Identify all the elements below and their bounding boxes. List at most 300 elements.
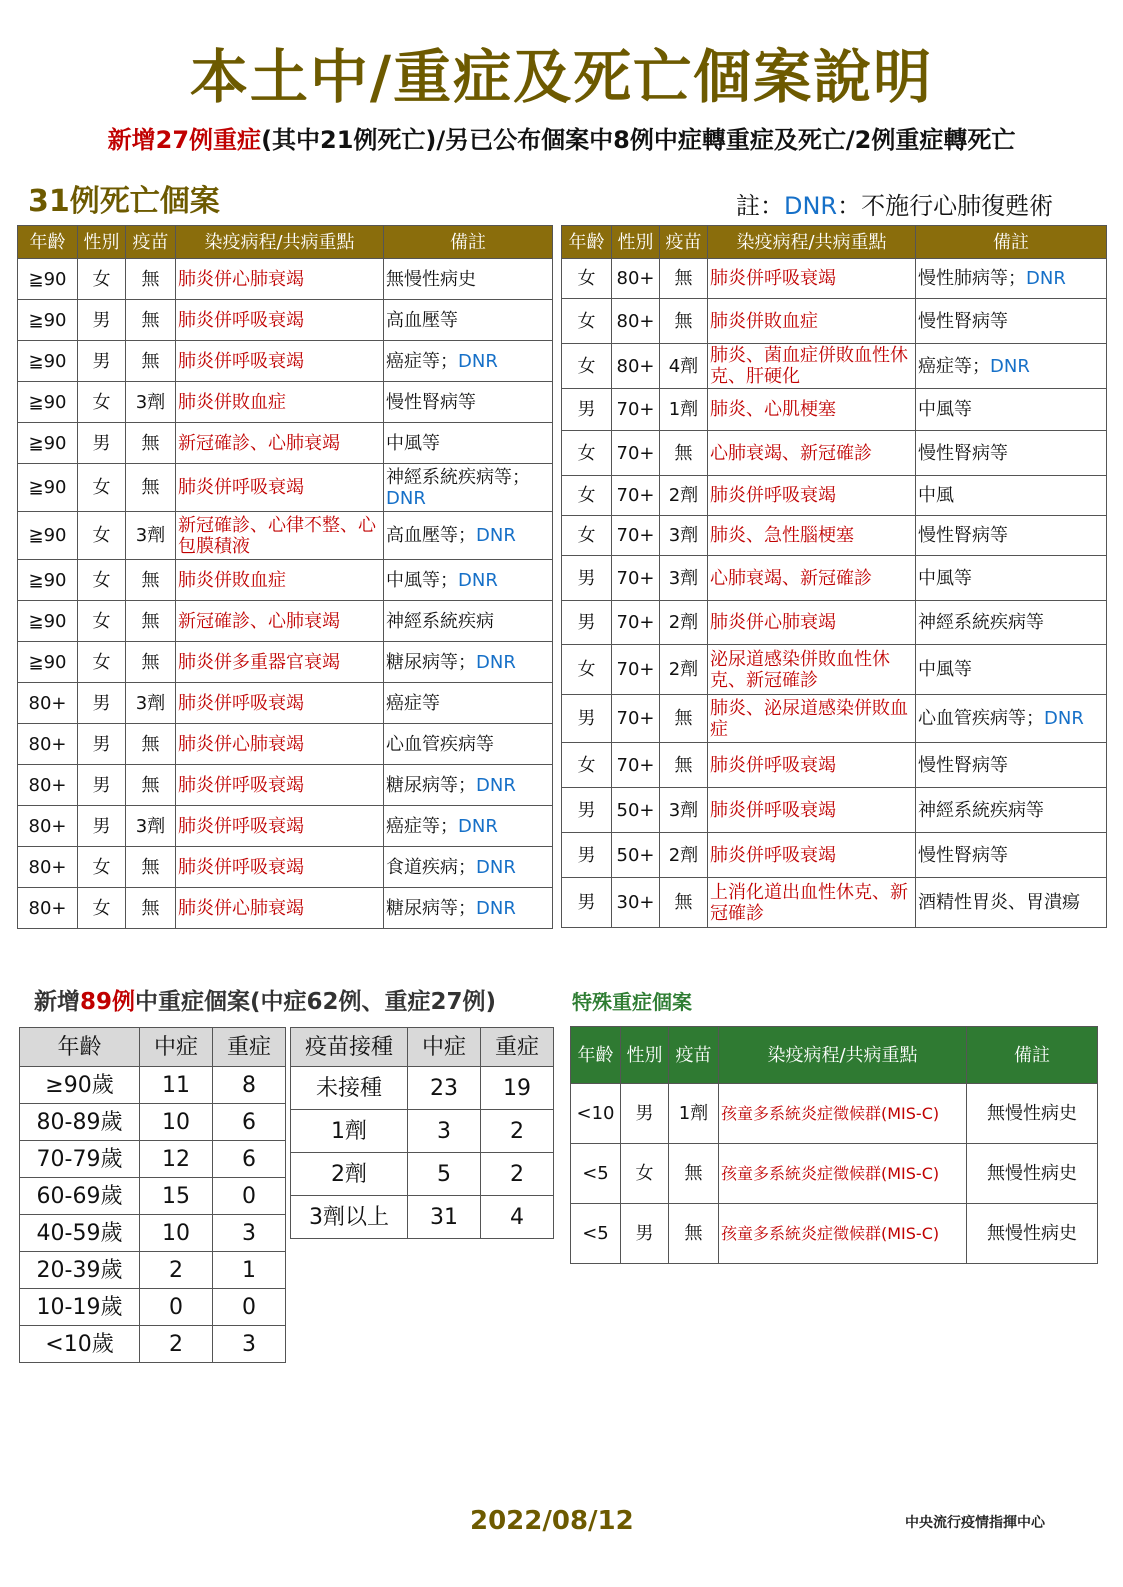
note-text: 癌症等 (386, 692, 440, 714)
header-note: 備註 (916, 226, 1107, 259)
illness-cell: 肺炎併呼吸衰竭 (176, 806, 384, 847)
age-cell: ≧90 (18, 642, 78, 683)
sex-cell: 男 (621, 1204, 669, 1264)
note-cell (916, 299, 1107, 344)
table-row (562, 556, 1107, 601)
note-cell (384, 341, 553, 382)
moderate-count: 10 (140, 1215, 213, 1252)
vaccine-cell: 3劑 (126, 382, 176, 423)
vaccine-cell: 無 (126, 847, 176, 888)
sex-cell: 女 (562, 476, 612, 516)
table-row (562, 431, 1107, 476)
note-cell (916, 431, 1107, 476)
dnr-label: DNR (386, 487, 426, 509)
note-cell (384, 806, 553, 847)
note-cell (916, 601, 1107, 645)
table-row (571, 1084, 1098, 1144)
illness-cell: 孩童多系統炎症徵候群(MIS-C) (719, 1204, 967, 1264)
note-dnr: DNR (784, 192, 838, 220)
severe-count: 2 (481, 1110, 554, 1153)
note-text: 中風等； (386, 569, 458, 591)
table-row (18, 888, 553, 929)
moderate-count: 5 (408, 1153, 481, 1196)
table-row (18, 382, 553, 423)
sex-cell: 男 (562, 878, 612, 928)
vaccine-cell: 3劑 (660, 556, 708, 601)
note-text: 糖尿病等； (386, 651, 476, 673)
note-text: 糖尿病等； (386, 897, 476, 919)
sex-cell: 男 (562, 556, 612, 601)
severe-count: 1 (213, 1252, 286, 1289)
note-cell (916, 833, 1107, 878)
table-row (20, 1067, 286, 1104)
table-row (562, 299, 1107, 344)
dnr-note (736, 186, 1053, 221)
sex-cell: 女 (562, 344, 612, 389)
table-row (18, 601, 553, 642)
age-cell: 80+ (18, 683, 78, 724)
illness-cell: 肺炎併敗血症 (176, 382, 384, 423)
moderate-count: 3 (408, 1110, 481, 1153)
dnr-label: DNR (476, 856, 516, 878)
illness-cell: 肺炎、泌尿道感染併敗血症 (708, 695, 916, 743)
vaccine-cell: 無 (126, 259, 176, 300)
sex-cell: 女 (78, 847, 126, 888)
moderate-count: 23 (408, 1067, 481, 1110)
note-cell (384, 464, 553, 512)
age-cell: ≧90 (18, 601, 78, 642)
sex-cell: 女 (78, 464, 126, 512)
vaccine-cell: 無 (126, 464, 176, 512)
note-text: 神經系統疾病等； (386, 466, 530, 488)
heading-prefix: 新增 (34, 989, 80, 1015)
note-suffix: ：不施行心肺復甦術 (837, 192, 1054, 220)
note-cell (384, 423, 553, 464)
vaccine-cell: 無 (660, 743, 708, 788)
vaccine-cell: 2劑 (660, 476, 708, 516)
vaccine-cell: 無 (660, 259, 708, 299)
table-header-row (562, 226, 1107, 259)
moderate-count: 2 (140, 1326, 213, 1363)
dnr-label: DNR (476, 651, 516, 673)
age-cell: 80+ (612, 259, 660, 299)
severe-count: 6 (213, 1104, 286, 1141)
heading-suffix: 中重症個案(中症62例、重症27例) (135, 989, 497, 1015)
dnr-label: DNR (476, 897, 516, 919)
table-row (18, 806, 553, 847)
illness-cell: 新冠確診、心律不整、心包膜積液 (176, 512, 384, 560)
sex-cell: 男 (78, 423, 126, 464)
heading-count: 89例 (80, 989, 136, 1015)
age-cell: 70+ (612, 743, 660, 788)
age-cell: ≧90 (18, 423, 78, 464)
header-illness: 染疫病程/共病重點 (708, 226, 916, 259)
vaccine-cell: 1劑 (669, 1084, 719, 1144)
header-sex: 性別 (78, 226, 126, 259)
moderate-count: 11 (140, 1067, 213, 1104)
table-row (291, 1110, 554, 1153)
special-case-table (570, 1026, 1098, 1264)
table-row (562, 476, 1107, 516)
sex-cell: 女 (562, 259, 612, 299)
age-cell: 70+ (612, 645, 660, 695)
note-text: 慢性腎病等 (918, 844, 1008, 866)
table-row (20, 1326, 286, 1363)
illness-cell: 孩童多系統炎症徵候群(MIS-C) (719, 1084, 967, 1144)
age-cell: 80+ (18, 765, 78, 806)
sex-cell: 男 (78, 341, 126, 382)
age-cell: 70+ (612, 556, 660, 601)
illness-cell: 肺炎併心肺衰竭 (176, 888, 384, 929)
table-row (562, 259, 1107, 299)
table-row (562, 833, 1107, 878)
note-cell (916, 743, 1107, 788)
table-row (562, 645, 1107, 695)
note-text: 心血管疾病等 (386, 733, 494, 755)
illness-cell: 肺炎、心肌梗塞 (708, 389, 916, 431)
row-label: 10-19歲 (20, 1289, 140, 1326)
age-cell: <5 (571, 1204, 621, 1264)
note-cell (384, 888, 553, 929)
row-label: 70-79歲 (20, 1141, 140, 1178)
dnr-label: DNR (458, 350, 498, 372)
sex-cell: 男 (562, 788, 612, 833)
illness-cell: 新冠確診、心肺衰竭 (176, 601, 384, 642)
age-cell: 50+ (612, 833, 660, 878)
sex-cell: 女 (621, 1144, 669, 1204)
header-sex: 性別 (621, 1027, 669, 1084)
illness-cell: 肺炎併多重器官衰竭 (176, 642, 384, 683)
note-text: 中風等 (918, 399, 972, 420)
row-label: 未接種 (291, 1067, 408, 1110)
moderate-count: 2 (140, 1252, 213, 1289)
illness-cell: 肺炎併呼吸衰竭 (708, 833, 916, 878)
vaccine-cell: 3劑 (126, 683, 176, 724)
table-row (20, 1141, 286, 1178)
note-cell (384, 724, 553, 765)
vaccine-stat-table (290, 1027, 554, 1239)
note-cell (384, 512, 553, 560)
table-row (562, 601, 1107, 645)
note-cell (384, 382, 553, 423)
sex-cell: 女 (562, 431, 612, 476)
note-text: 神經系統疾病等 (918, 799, 1044, 821)
header-age: 年齡 (562, 226, 612, 259)
sex-cell: 女 (562, 299, 612, 344)
note-cell (916, 259, 1107, 299)
table-row (18, 765, 553, 806)
row-label: 3劑以上 (291, 1196, 408, 1239)
note-cell (384, 642, 553, 683)
illness-cell: 肺炎併呼吸衰竭 (176, 765, 384, 806)
note-text: 高血壓等 (386, 309, 458, 331)
sex-cell: 女 (78, 888, 126, 929)
dnr-label: DNR (476, 774, 516, 796)
table-row (18, 724, 553, 765)
note-cell (916, 556, 1107, 601)
table-row (20, 1252, 286, 1289)
sex-cell: 女 (78, 601, 126, 642)
header-vaccine: 疫苗 (660, 226, 708, 259)
table-row (18, 341, 553, 382)
moderate-count: 31 (408, 1196, 481, 1239)
note-text: 心血管疾病等； (918, 708, 1044, 729)
severe-count: 4 (481, 1196, 554, 1239)
vaccine-cell: 2劑 (660, 645, 708, 695)
table-row (562, 695, 1107, 743)
illness-cell: 肺炎併呼吸衰竭 (708, 788, 916, 833)
severe-count: 3 (213, 1215, 286, 1252)
moderate-count: 15 (140, 1178, 213, 1215)
vaccine-cell: 3劑 (660, 516, 708, 556)
death-table-left (17, 225, 553, 929)
age-cell: 70+ (612, 516, 660, 556)
table-row (562, 344, 1107, 389)
vaccine-cell: 無 (660, 299, 708, 344)
age-cell: 70+ (612, 601, 660, 645)
illness-cell: 新冠確診、心肺衰竭 (176, 423, 384, 464)
vaccine-cell: 3劑 (660, 788, 708, 833)
note-cell: 無慢性病史 (967, 1204, 1098, 1264)
illness-cell: 肺炎併呼吸衰竭 (176, 300, 384, 341)
row-label: 80-89歲 (20, 1104, 140, 1141)
sex-cell: 女 (78, 512, 126, 560)
table-header-row (291, 1028, 554, 1067)
age-cell: 50+ (612, 788, 660, 833)
special-section-heading: 特殊重症個案 (572, 990, 692, 1014)
note-text: 慢性腎病等 (386, 391, 476, 413)
sex-cell: 女 (562, 743, 612, 788)
illness-cell: 肺炎併呼吸衰竭 (176, 683, 384, 724)
sex-cell: 男 (78, 300, 126, 341)
sex-cell: 男 (562, 601, 612, 645)
illness-cell: 肺炎併心肺衰竭 (176, 259, 384, 300)
age-cell: ≧90 (18, 341, 78, 382)
table-row (562, 389, 1107, 431)
dnr-label: DNR (990, 355, 1030, 377)
vaccine-cell: 3劑 (126, 806, 176, 847)
note-text: 癌症等； (918, 355, 990, 377)
table-row (18, 512, 553, 560)
sex-cell: 男 (78, 806, 126, 847)
note-cell (916, 788, 1107, 833)
table-header-row (20, 1028, 286, 1067)
row-label: 60-69歲 (20, 1178, 140, 1215)
vaccine-cell: 無 (126, 300, 176, 341)
illness-cell: 肺炎、急性腦梗塞 (708, 516, 916, 556)
note-cell (916, 695, 1107, 743)
severe-count: 0 (213, 1289, 286, 1326)
table-row (18, 259, 553, 300)
vaccine-cell: 1劑 (660, 389, 708, 431)
table-row (562, 878, 1107, 928)
note-cell (916, 389, 1107, 431)
sex-cell: 女 (562, 516, 612, 556)
note-cell (384, 259, 553, 300)
sex-cell: 男 (621, 1084, 669, 1144)
table-row (571, 1204, 1098, 1264)
page-subtitle (0, 120, 1123, 155)
sex-cell: 女 (78, 259, 126, 300)
sex-cell: 女 (78, 560, 126, 601)
header-sex: 性別 (612, 226, 660, 259)
illness-cell: 上消化道出血性休克、新冠確診 (708, 878, 916, 928)
vaccine-cell: 無 (669, 1204, 719, 1264)
sex-cell: 女 (78, 642, 126, 683)
page-title: 本土中/重症及死亡個案說明 (189, 43, 934, 111)
age-cell: 70+ (612, 695, 660, 743)
header-age: 年齡 (18, 226, 78, 259)
organization-name: 中央流行疫情指揮中心 (905, 1515, 1045, 1531)
vaccine-cell: 無 (126, 724, 176, 765)
table-row (20, 1215, 286, 1252)
age-cell: ≧90 (18, 560, 78, 601)
sex-cell: 男 (78, 765, 126, 806)
note-text: 中風等 (918, 567, 972, 589)
header-severe: 重症 (481, 1028, 554, 1067)
illness-cell: 心肺衰竭、新冠確診 (708, 556, 916, 601)
note-cell (384, 601, 553, 642)
note-cell: 無慢性病史 (967, 1144, 1098, 1204)
table-row (20, 1178, 286, 1215)
vaccine-cell: 無 (660, 695, 708, 743)
severe-count: 8 (213, 1067, 286, 1104)
moderate-section-heading (34, 983, 496, 1016)
subtitle-rest: (其中21例死亡)/另已公布個案中8例中症轉重症及死亡/2例重症轉死亡 (261, 126, 1016, 154)
note-text: 慢性肺病等； (918, 268, 1026, 289)
age-stat-table (19, 1027, 286, 1363)
vaccine-cell: 2劑 (660, 601, 708, 645)
vaccine-cell: 4劑 (660, 344, 708, 389)
sex-cell: 男 (562, 833, 612, 878)
row-label: 40-59歲 (20, 1215, 140, 1252)
note-text: 慢性腎病等 (918, 754, 1008, 776)
age-cell: 80+ (18, 888, 78, 929)
table-row (18, 464, 553, 512)
note-text: 無慢性病史 (386, 268, 476, 290)
dnr-label: DNR (476, 525, 516, 546)
table-row (291, 1196, 554, 1239)
moderate-count: 0 (140, 1289, 213, 1326)
header-moderate: 中症 (140, 1028, 213, 1067)
age-cell: ≧90 (18, 512, 78, 560)
sex-cell: 男 (78, 724, 126, 765)
age-cell: 80+ (612, 344, 660, 389)
illness-cell: 肺炎併呼吸衰竭 (176, 847, 384, 888)
vaccine-cell: 無 (126, 560, 176, 601)
table-row (291, 1067, 554, 1110)
header-moderate: 中症 (408, 1028, 481, 1067)
age-cell: ≧90 (18, 464, 78, 512)
vaccine-cell: 2劑 (660, 833, 708, 878)
note-cell (384, 847, 553, 888)
moderate-count: 12 (140, 1141, 213, 1178)
age-cell: 80+ (18, 847, 78, 888)
table-row (571, 1144, 1098, 1204)
vaccine-cell: 無 (660, 878, 708, 928)
note-cell (384, 683, 553, 724)
severe-count: 2 (481, 1153, 554, 1196)
age-cell: ≧90 (18, 259, 78, 300)
note-cell (384, 560, 553, 601)
header-age: 年齡 (20, 1028, 140, 1067)
sex-cell: 男 (78, 683, 126, 724)
dnr-label: DNR (458, 569, 498, 591)
sex-cell: 女 (78, 382, 126, 423)
illness-cell: 孩童多系統炎症徵候群(MIS-C) (719, 1144, 967, 1204)
vaccine-cell: 無 (669, 1144, 719, 1204)
illness-cell: 肺炎併呼吸衰竭 (176, 464, 384, 512)
table-header-row (571, 1027, 1098, 1084)
vaccine-cell: 無 (126, 888, 176, 929)
note-text: 慢性腎病等 (918, 525, 1008, 546)
note-cell (916, 476, 1107, 516)
death-table-right (561, 225, 1107, 928)
header-illness: 染疫病程/共病重點 (719, 1027, 967, 1084)
severe-count: 6 (213, 1141, 286, 1178)
severe-count: 0 (213, 1178, 286, 1215)
header-vaccine: 疫苗 (669, 1027, 719, 1084)
note-text: 慢性腎病等 (918, 310, 1008, 332)
dnr-label: DNR (1044, 708, 1084, 729)
age-cell: 30+ (612, 878, 660, 928)
note-text: 神經系統疾病 (386, 610, 494, 632)
moderate-count: 10 (140, 1104, 213, 1141)
dnr-label: DNR (458, 815, 498, 837)
header-age: 年齡 (571, 1027, 621, 1084)
row-label: 2劑 (291, 1153, 408, 1196)
note-cell (916, 516, 1107, 556)
age-cell: 70+ (612, 476, 660, 516)
table-row (562, 743, 1107, 788)
note-text: 食道疾病； (386, 856, 476, 878)
table-row (18, 847, 553, 888)
sex-cell: 男 (562, 389, 612, 431)
note-text: 神經系統疾病等 (918, 612, 1044, 633)
dnr-label: DNR (1026, 268, 1066, 289)
illness-cell: 肺炎併心肺衰竭 (176, 724, 384, 765)
note-cell (384, 765, 553, 806)
note-prefix: 註： (736, 192, 784, 220)
illness-cell: 肺炎併呼吸衰竭 (176, 341, 384, 382)
vaccine-cell: 無 (126, 423, 176, 464)
sex-cell: 女 (562, 645, 612, 695)
table-row (18, 300, 553, 341)
age-cell: <10 (571, 1084, 621, 1144)
note-cell (916, 344, 1107, 389)
age-cell: 70+ (612, 431, 660, 476)
header-vaccine: 疫苗接種 (291, 1028, 408, 1067)
vaccine-cell: 無 (126, 601, 176, 642)
note-text: 中風等 (918, 659, 972, 680)
note-text: 糖尿病等； (386, 774, 476, 796)
note-cell: 無慢性病史 (967, 1084, 1098, 1144)
age-cell: 70+ (612, 389, 660, 431)
header-vaccine: 疫苗 (126, 226, 176, 259)
table-row (562, 788, 1107, 833)
age-cell: 80+ (18, 724, 78, 765)
vaccine-cell: 無 (660, 431, 708, 476)
note-text: 酒精性胃炎、胃潰瘍 (918, 892, 1080, 913)
header-note: 備註 (384, 226, 553, 259)
illness-cell: 肺炎併敗血症 (708, 299, 916, 344)
note-text: 中風 (918, 485, 954, 506)
age-cell: <5 (571, 1144, 621, 1204)
table-row (562, 516, 1107, 556)
illness-cell: 肺炎併呼吸衰竭 (708, 743, 916, 788)
table-header-row (18, 226, 553, 259)
row-label: <10歲 (20, 1326, 140, 1363)
